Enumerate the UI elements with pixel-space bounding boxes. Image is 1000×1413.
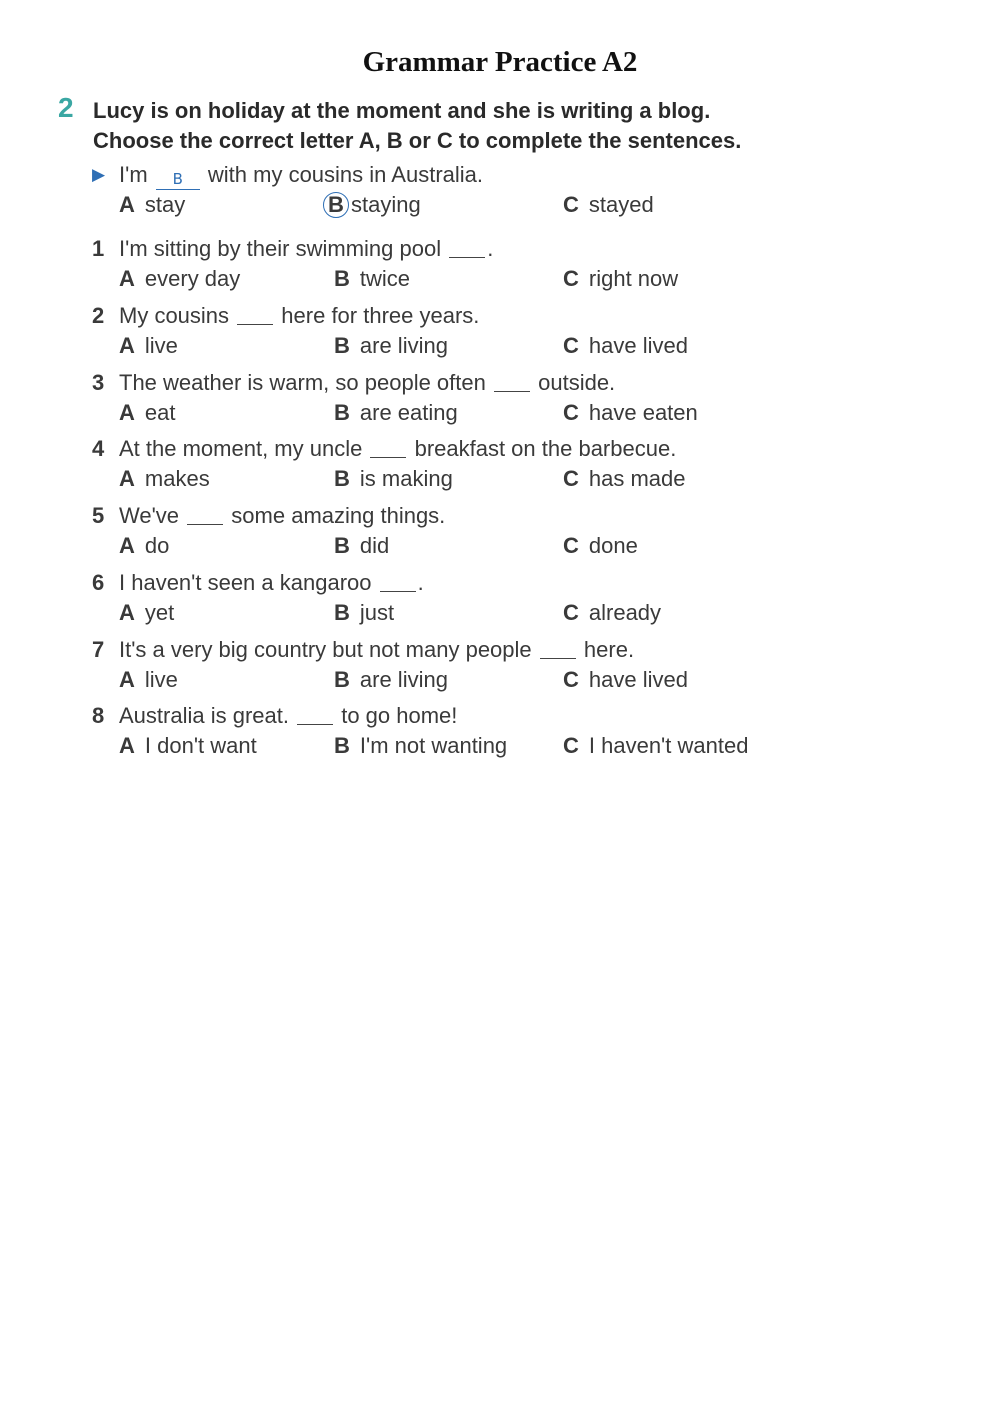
question-1 bbox=[92, 236, 812, 300]
instruction-line-1: Lucy is on holiday at the moment and she is writing a blog. bbox=[93, 98, 711, 123]
example-sentence bbox=[92, 162, 483, 190]
option-c-text: have lived bbox=[588, 667, 688, 692]
option-b-text: are living bbox=[359, 333, 448, 358]
sentence-end: to go home! bbox=[341, 703, 458, 728]
option-c-text: already bbox=[588, 600, 662, 625]
question-number: 3 bbox=[92, 370, 105, 395]
option-c-text: have eaten bbox=[588, 400, 698, 425]
option-a[interactable]: A makes bbox=[119, 466, 210, 491]
play-arrow-icon: ▶ bbox=[92, 165, 106, 184]
option-a-text: live bbox=[144, 333, 178, 358]
option-c-text: stayed bbox=[588, 192, 654, 217]
answer-blank[interactable] bbox=[297, 706, 333, 725]
option-b[interactable]: B did bbox=[334, 533, 390, 558]
sentence-start: I'm sitting by their swimming pool bbox=[119, 236, 442, 261]
question-sentence bbox=[92, 236, 493, 262]
answer-blank[interactable] bbox=[449, 239, 485, 258]
example-question bbox=[92, 162, 812, 226]
answer-blank[interactable] bbox=[380, 573, 416, 592]
page-title: Grammar Practice A2 bbox=[362, 46, 638, 78]
option-b[interactable] bbox=[328, 192, 421, 218]
option-a-text: do bbox=[144, 533, 170, 558]
option-b[interactable]: B are living bbox=[334, 667, 448, 692]
option-c[interactable]: C has made bbox=[563, 466, 686, 491]
answer-blank[interactable] bbox=[237, 306, 273, 325]
option-a[interactable]: A live bbox=[119, 333, 178, 358]
option-c[interactable]: C have lived bbox=[563, 333, 688, 358]
answer-blank[interactable] bbox=[494, 373, 530, 392]
option-c[interactable]: C done bbox=[563, 533, 638, 558]
option-b-text: are living bbox=[359, 667, 448, 692]
option-b[interactable]: B are living bbox=[334, 333, 448, 358]
option-a-text: yet bbox=[144, 600, 175, 625]
option-b[interactable]: B just bbox=[334, 600, 395, 625]
question-sentence bbox=[92, 570, 424, 596]
instruction bbox=[93, 96, 741, 156]
option-b-text: staying bbox=[351, 192, 421, 217]
option-b[interactable]: B is making bbox=[334, 466, 453, 491]
sentence-start: I haven't seen a kangaroo bbox=[119, 570, 372, 595]
option-c-text: have lived bbox=[588, 333, 688, 358]
option-c-text: right now bbox=[588, 266, 679, 291]
option-a-text: stay bbox=[144, 192, 186, 217]
option-a[interactable]: A live bbox=[119, 667, 178, 692]
question-number: 1 bbox=[92, 236, 105, 261]
option-b[interactable]: B are eating bbox=[334, 400, 458, 425]
option-b-text: I'm not wanting bbox=[359, 733, 508, 758]
sentence-end: here. bbox=[583, 637, 635, 662]
question-4 bbox=[92, 436, 812, 500]
question-sentence bbox=[92, 370, 615, 396]
option-b[interactable]: B I'm not wanting bbox=[334, 733, 508, 758]
sentence-start: Australia is great. bbox=[119, 703, 289, 728]
question-2 bbox=[92, 303, 812, 367]
sentence-end: breakfast on the barbecue. bbox=[414, 436, 677, 461]
option-a[interactable]: A every day bbox=[119, 266, 241, 291]
answer-blank[interactable]: B bbox=[156, 171, 200, 190]
question-number: 7 bbox=[92, 637, 105, 662]
option-a[interactable]: A yet bbox=[119, 600, 175, 625]
option-a-text: live bbox=[144, 667, 178, 692]
sentence-start: I'm bbox=[119, 162, 148, 187]
sentence-start: My cousins bbox=[119, 303, 230, 328]
option-b-text: twice bbox=[359, 266, 411, 291]
question-number: 5 bbox=[92, 503, 105, 528]
question-8 bbox=[92, 703, 812, 767]
question-5 bbox=[92, 503, 812, 567]
sentence-start: We've bbox=[119, 503, 180, 528]
question-6 bbox=[92, 570, 812, 634]
instruction-line-2: Choose the correct letter A, B or C to complete the sentences. bbox=[93, 128, 742, 153]
answer-blank[interactable] bbox=[370, 439, 406, 458]
option-a[interactable]: A do bbox=[119, 533, 170, 558]
sentence-start: At the moment, my uncle bbox=[119, 436, 363, 461]
option-b-text: just bbox=[359, 600, 395, 625]
answer-blank[interactable] bbox=[540, 640, 576, 659]
question-3 bbox=[92, 370, 812, 434]
answer-blank[interactable] bbox=[187, 506, 223, 525]
option-b-text: are eating bbox=[359, 400, 458, 425]
selected-circle-icon: B bbox=[323, 192, 349, 218]
option-a-text: I don't want bbox=[144, 733, 257, 758]
question-number: 6 bbox=[92, 570, 105, 595]
question-sentence bbox=[92, 436, 676, 462]
sentence-end: with my cousins in Australia. bbox=[207, 162, 483, 187]
option-c[interactable]: C I haven't wanted bbox=[563, 733, 749, 758]
sentence-start: The weather is warm, so people often bbox=[119, 370, 486, 395]
option-a-text: eat bbox=[144, 400, 176, 425]
question-sentence bbox=[92, 637, 634, 663]
option-c-text: I haven't wanted bbox=[588, 733, 749, 758]
question-sentence bbox=[92, 503, 445, 529]
option-c[interactable]: C already bbox=[563, 600, 662, 625]
exercise-number: 2 bbox=[58, 92, 74, 123]
sentence-end: some amazing things. bbox=[231, 503, 446, 528]
option-c[interactable]: C right now bbox=[563, 266, 679, 291]
option-a[interactable]: A stay bbox=[119, 192, 186, 217]
sentence-end: here for three years. bbox=[281, 303, 480, 328]
option-b-text: did bbox=[359, 533, 390, 558]
sentence-end: outside. bbox=[538, 370, 616, 395]
question-number: 4 bbox=[92, 436, 105, 461]
option-b-text: is making bbox=[359, 466, 453, 491]
option-a-text: every day bbox=[144, 266, 241, 291]
option-c[interactable]: C stayed bbox=[563, 192, 654, 217]
sentence-start: It's a very big country but not many people bbox=[119, 637, 532, 662]
option-a[interactable]: A I don't want bbox=[119, 733, 257, 758]
option-c[interactable]: C have lived bbox=[563, 667, 688, 692]
option-a-text: makes bbox=[144, 466, 210, 491]
option-c[interactable]: C have eaten bbox=[563, 400, 698, 425]
question-7 bbox=[92, 637, 812, 701]
question-number: 8 bbox=[92, 703, 105, 728]
option-a[interactable]: A eat bbox=[119, 400, 176, 425]
option-b[interactable]: B twice bbox=[334, 266, 411, 291]
option-c-text: has made bbox=[588, 466, 686, 491]
sentence-end: . bbox=[417, 570, 424, 595]
question-sentence bbox=[92, 703, 457, 729]
option-c-text: done bbox=[588, 533, 638, 558]
sentence-end: . bbox=[487, 236, 494, 261]
question-sentence bbox=[92, 303, 479, 329]
question-number: 2 bbox=[92, 303, 105, 328]
